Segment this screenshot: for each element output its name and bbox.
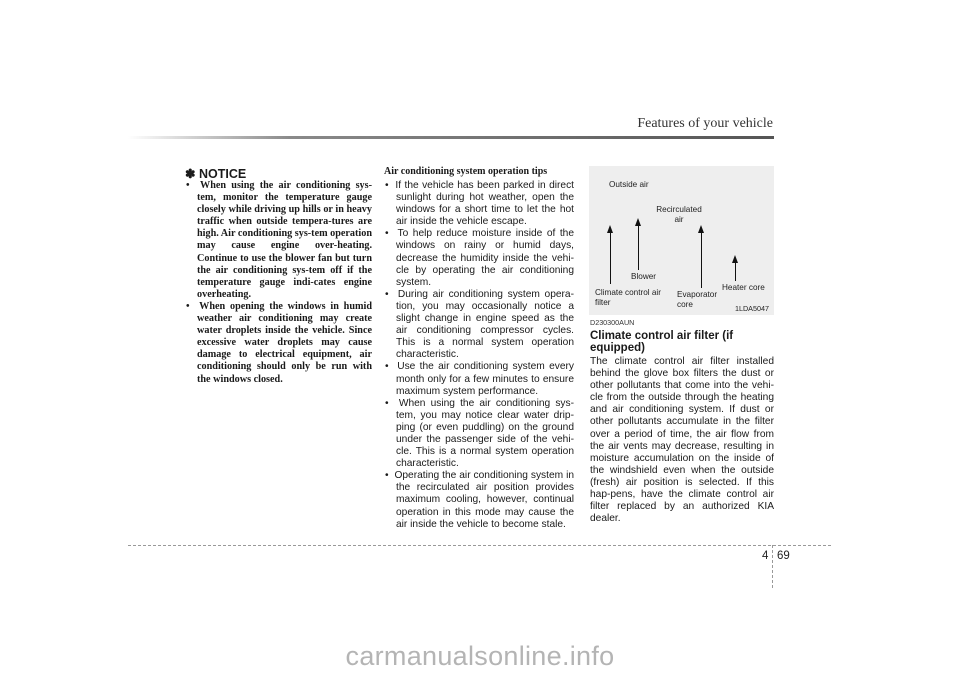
notice-heading bbox=[185, 166, 246, 181]
arrow-filter-icon bbox=[610, 232, 611, 284]
tips-item: • During air conditioning system opera-tion, you may occasionally notice a slight change in engine speed as the air conditioning compressor cycles. This is a normal system operation characteristic. bbox=[385, 288, 574, 361]
tips-item: • Operating the air conditioning system in the recirculated air position provides maximum cooling, however, continual operation in this mode may cause the air inside the vehicle to become stale. bbox=[385, 470, 574, 530]
label-climate-filter: Climate control air filter bbox=[595, 288, 661, 307]
tips-item: • When using the air conditioning sys-tem, you may notice clear water drip-ping (or even puddling) on the ground under the passenger side of the vehi-cle. This is a normal system operation characteristic. bbox=[385, 397, 575, 470]
tips-item: • To help reduce moisture inside of the windows on rainy or humid days, decrease the humidity inside the vehi-cle by operating the air conditioning system. bbox=[385, 228, 574, 288]
label-heater-core: Heater core bbox=[722, 283, 765, 292]
tips-item: • Use the air conditioning system every month only for a few minutes to ensure maximum system performance. bbox=[385, 361, 574, 397]
filter-heading: Climate control air filter (if equipped) bbox=[590, 330, 734, 354]
label-evaporator-core: Evaporator core bbox=[677, 290, 718, 309]
header-divider bbox=[128, 136, 774, 139]
arrow-evaporator-icon bbox=[701, 232, 702, 288]
figure-code: 1LDA5047 bbox=[735, 304, 769, 313]
arrow-heater-icon bbox=[735, 262, 736, 281]
filter-body: The climate control air filter installed behind the glove box filters the dust or other pollutants that come into the vehi-cle from the outside through the heating and air conditioning system. If dust or other pollutants accumulate in the filter over a period of time, the air flow from the air vents may decrease, resulting in moisture accumulation on the inside of the windshield even when the outside (fresh) air position is selected. If this hap-pens, have the climate control air filter replaced by an authorized KIA dealer. bbox=[590, 356, 774, 525]
airflow-diagram bbox=[589, 166, 774, 315]
chapter-number: 4 bbox=[762, 550, 769, 562]
notice-star-icon: ✽ bbox=[185, 167, 196, 181]
notice-list bbox=[186, 180, 372, 386]
label-recirculated-air: Recirculated air bbox=[656, 205, 702, 224]
section-title: Features of your vehicle bbox=[637, 116, 773, 131]
tips-heading: Air conditioning system operation tips bbox=[384, 166, 548, 177]
page-number: 69 bbox=[777, 550, 790, 562]
arrow-blower-icon bbox=[638, 225, 639, 270]
notice-item: • When opening the windows in humid weather air conditioning may create water droplets inside the vehicle. Since excessive water droplets may cause damage to electrical equipment, air conditioning should only be run with the windows closed. bbox=[186, 300, 372, 385]
section-code: D230300AUN bbox=[590, 318, 635, 327]
footer-separator bbox=[772, 545, 773, 588]
notice-item: • When using the air conditioning sys-tem, monitor the temperature gauge closely while driving up hills or in heavy traffic when outside tempera-tures are high. Air conditioning sys-tem operation may cause engine over-heating. Continue to use the blower fan but turn the air conditioning sys-tem off if the temperature gauge indi-cates engine overheating. bbox=[186, 180, 372, 300]
footer-divider bbox=[128, 545, 831, 546]
tips-item: • If the vehicle has been parked in direct sunlight during hot weather, open the windows for a short time to let the hot air inside the vehicle escape. bbox=[385, 180, 574, 228]
watermark: carmanualsonline.info bbox=[345, 641, 615, 671]
notice-title: NOTICE bbox=[198, 167, 247, 181]
label-blower: Blower bbox=[631, 272, 657, 281]
tips-list bbox=[385, 180, 574, 531]
label-outside-air: Outside air bbox=[609, 180, 649, 189]
